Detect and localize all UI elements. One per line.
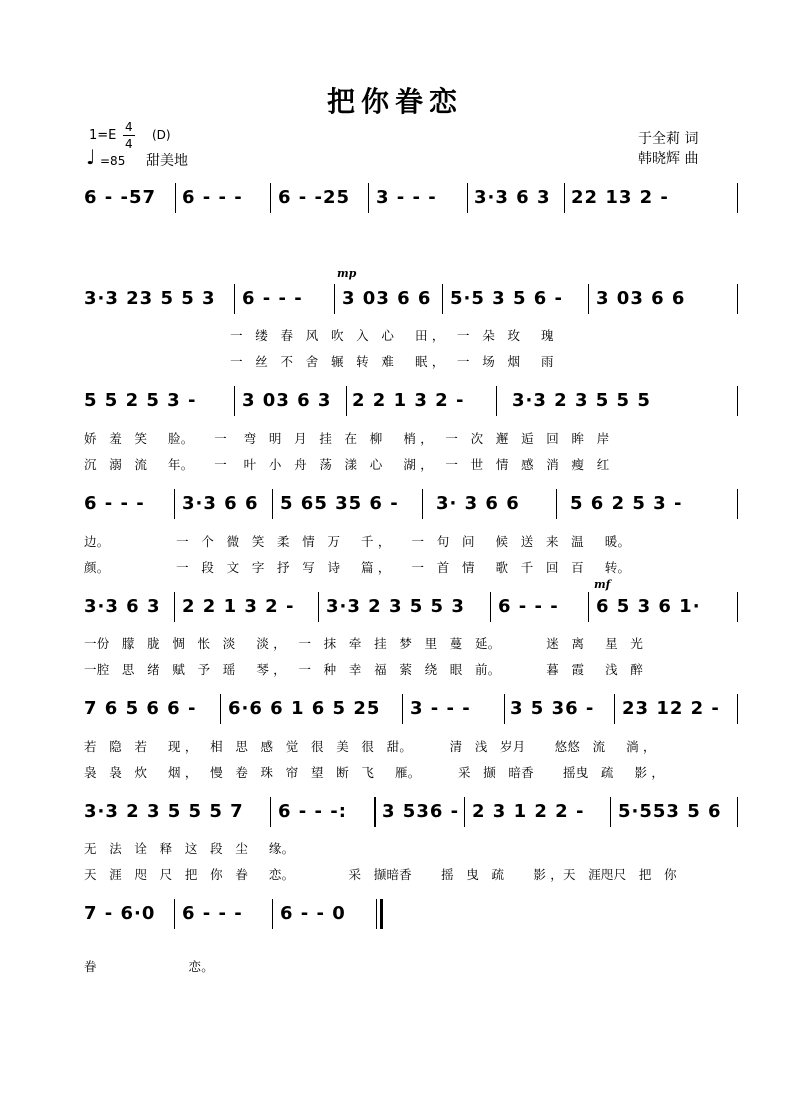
barline [175,183,176,213]
score-line-2 [84,284,744,314]
lyrics-verse-1: 边。 一 个 微 笑 柔 情 万 千 ， 一 句 问 候 送 来 温 暖。 [84,534,631,549]
dynamic-mf: mf [594,578,611,591]
time-signature-top: 4 [125,120,133,134]
barline [588,592,589,622]
barline [737,694,738,724]
measure: 3 03 6 6 [596,288,686,309]
lyrics-verse-1: 娇 羞 笑 脸。 一 弯 明 月 挂 在 柳 梢 ， 一 次 邂 逅 回 眸 岸 [84,431,610,446]
measure: 6 - - - [182,187,243,208]
barline [174,899,175,929]
measure: 6 5 3 6 1· [596,596,701,617]
barline [614,694,615,724]
lyricist-credit: 于全莉 词 [638,131,699,147]
barline [737,592,738,622]
score-line-3 [84,386,744,416]
measure: 7 6 5 6 6 - [84,698,197,719]
measure: 3·3 2 3 5 5 3 [326,596,465,617]
measure: 5 6 2 5 3 - [570,493,683,514]
measure: 6 - -25 [278,187,351,208]
measure: 3 - - - [410,698,471,719]
measure: 5 5 2 5 3 - [84,390,197,411]
barline [318,592,319,622]
measure: 22 13 2 - [571,187,669,208]
lyrics-verse-2: 一 丝 不 舍 辗 转 难 眠 ， 一 场 烟 雨 [84,354,554,369]
barline [737,386,738,416]
barline [490,592,491,622]
lyrics-verse-2: 颜。 一 段 文 字 抒 写 诗 篇 ， 一 首 情 歌 千 回 百 转。 [84,560,631,575]
barline [564,183,565,213]
measure: 6 - - - [182,903,243,924]
barline [174,592,175,622]
barline [467,183,468,213]
barline [556,489,557,519]
barline [588,284,589,314]
measure: 3 - - - [376,187,437,208]
measure: 3· 3 6 6 [436,493,520,514]
measure: 5·5 3 5 6 - [450,288,563,309]
key-signature: 1=E [89,128,117,143]
score-line-5 [84,592,744,622]
score-line-6 [84,694,744,724]
measure: 3 5 36 - [510,698,595,719]
measure: 6 - - -: [278,801,347,822]
time-signature-line [123,135,135,136]
measure: 2 2 1 3 2 - [182,596,295,617]
lyrics-verse-1: 眷 恋。 [84,959,214,974]
measure: 2 2 1 3 2 - [352,390,465,411]
barline [272,899,273,929]
barline [496,386,497,416]
expression-marking: 甜美地 [146,153,188,169]
measure: 3 536 - [382,801,460,822]
barline [272,489,273,519]
final-barline-thin [376,899,377,929]
score-line-4 [84,489,744,519]
measure: 3·3 6 6 [182,493,259,514]
measure: 3·3 6 3 [84,596,161,617]
barline [737,489,738,519]
measure: 6·6 6 1 6 5 25 [228,698,381,719]
score-line-8 [84,899,744,929]
barline [464,797,465,827]
measure: 3·3 6 3 [474,187,551,208]
measure: 6 - - - [242,288,303,309]
lyrics-verse-1: 无 法 诠 释 这 段 尘 缘。 [84,841,295,856]
barline [442,284,443,314]
measure: 3 03 6 6 [342,288,432,309]
barline [402,694,403,724]
measure: 7 - 6·0 [84,903,156,924]
quarter-note-icon: ♩ [86,145,96,169]
lyrics-verse-2: 沉 溺 流 年。 一 叶 小 舟 荡 漾 心 湖 ， 一 世 情 感 消 瘦 红 [84,457,610,472]
measure: 6 - -57 [84,187,157,208]
lyrics-verse-2: 袅 袅 炊 烟 ， 慢 卷 珠 帘 望 断 飞 雁。 采 撷 暗香 摇曳 疏 影 ， [84,765,665,780]
lyrics-verse-2: 一腔 思 绪 赋 予 瑶 琴 ， 一 种 幸 福 萦 绕 眼 前。 暮 霞 浅 醉 [84,662,644,677]
measure: 6 - - 0 [280,903,346,924]
barline [368,183,369,213]
score-line-7 [84,797,744,827]
measure: 3·3 2 3 5 5 5 [512,390,651,411]
barline [270,183,271,213]
lyrics-verse-2: 天 涯 咫 尺 把 你 眷 恋。 采 撷暗香 摇 曳 疏 影 ，天 涯咫尺 把 你 [84,867,677,882]
measure: 2 3 1 2 2 - [472,801,585,822]
barline [346,386,347,416]
barline [334,284,335,314]
barline [610,797,611,827]
lyrics-verse-1: 若 隐 若 现 ， 相 思 感 觉 很 美 很 甜。 清 浅 岁月 悠悠 流 淌 ， [84,739,656,754]
barline [504,694,505,724]
barline [220,694,221,724]
measure: 6 - - - [84,493,145,514]
measure: 23 12 2 - [622,698,720,719]
dynamic-mp: mp [337,267,357,280]
barline [737,183,738,213]
repeat-barline [374,797,376,827]
measure: 3·3 2 3 5 5 5 7 [84,801,244,822]
tempo-marking: =85 [100,154,126,168]
measure: 3·3 23 5 5 3 [84,288,216,309]
measure: 5 65 35 6 - [280,493,399,514]
barline [234,386,235,416]
barline [234,284,235,314]
barline [270,797,271,827]
measure: 6 - - - [498,596,559,617]
song-title: 把你眷恋 [326,85,463,118]
barline [737,284,738,314]
time-signature-bottom: 4 [125,137,133,151]
composer-credit: 韩晓辉 曲 [638,151,699,167]
barline [174,489,175,519]
lyrics-verse-1: 一份 朦 胧 惆 怅 淡 淡 ， 一 抹 牵 挂 梦 里 蔓 延。 迷 离 星 光 [84,636,644,651]
barline [737,797,738,827]
lyrics-verse-1: 一 缕 春 风 吹 入 心 田 ， 一 朵 玫 瑰 [84,328,554,343]
measure: 5·553 5 6 [618,801,722,822]
final-barline-thick [380,899,383,929]
score-line-1 [84,183,744,213]
original-key: (D) [152,128,171,142]
barline [422,489,423,519]
measure: 3 03 6 3 [242,390,332,411]
